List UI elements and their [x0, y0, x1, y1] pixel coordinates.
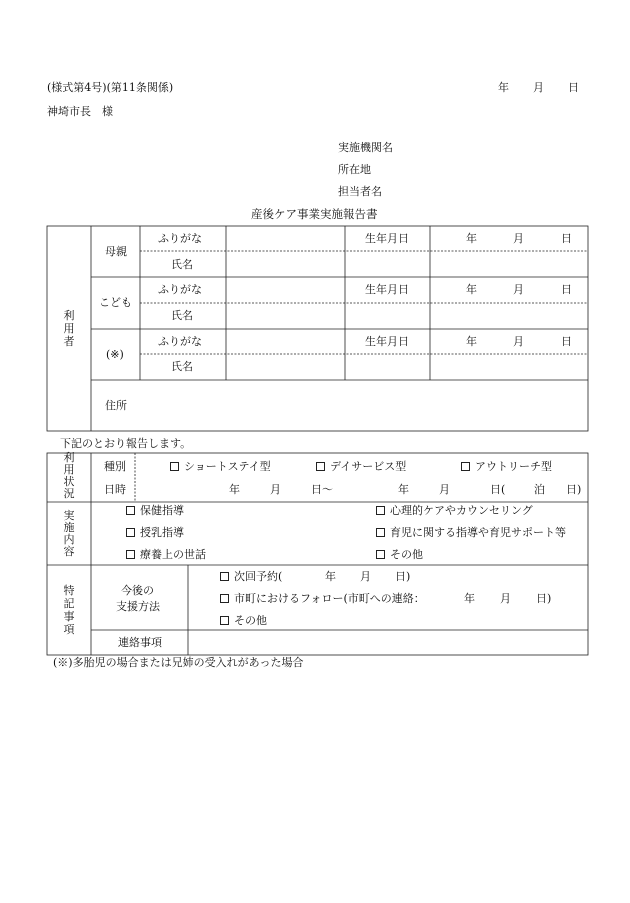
- special-side-label: 特 記 事 項: [63, 584, 75, 636]
- dt-nights: 泊: [534, 483, 545, 496]
- other-birth-month: 月: [513, 335, 524, 348]
- mother-furigana-label: ふりがな: [158, 232, 202, 245]
- content-childcare-support[interactable]: 育児に関する指導や育児サポート等: [376, 526, 566, 540]
- child-birthdate-label: 生年月日: [365, 283, 409, 296]
- dt-day-end: 日(: [490, 483, 506, 496]
- checkbox-content-other[interactable]: [376, 550, 385, 559]
- content-other[interactable]: その他: [376, 548, 423, 562]
- date-day-label: 日: [568, 81, 579, 94]
- city-follow[interactable]: 市町におけるフォロー(市町への連絡：: [220, 592, 425, 606]
- checkbox-medical-care[interactable]: [126, 550, 135, 559]
- child-birth-month: 月: [513, 283, 524, 296]
- users-side-label: 利 用 者: [63, 309, 75, 348]
- other-label: (※): [106, 348, 124, 361]
- na-year: 年: [325, 570, 336, 583]
- dt-days: 日): [566, 483, 582, 496]
- checkbox-breastfeeding[interactable]: [126, 528, 135, 537]
- content-health-guidance[interactable]: 保健指導: [126, 504, 184, 518]
- content-breastfeeding[interactable]: 授乳指導: [126, 526, 184, 540]
- option-day-service[interactable]: デイサービス型: [316, 460, 406, 474]
- child-name-label: 氏名: [171, 309, 193, 322]
- checkbox-counseling[interactable]: [376, 506, 385, 515]
- content-counseling[interactable]: 心理的ケアやカウンセリング: [376, 504, 533, 518]
- checkbox-outreach[interactable]: [461, 462, 470, 471]
- other-birth-year: 年: [466, 335, 477, 348]
- checkbox-short-stay[interactable]: [170, 462, 179, 471]
- content-side-label: 実 施 内 容: [63, 509, 75, 558]
- child-birth-year: 年: [466, 283, 477, 296]
- date-month-label: 月: [533, 81, 544, 94]
- address-row-label: 住所: [105, 399, 127, 412]
- contact-items-label: 連絡事項: [118, 636, 162, 649]
- checkbox-next-appointment[interactable]: [220, 572, 229, 581]
- cf-day: 日): [536, 592, 552, 605]
- report-note: 下記のとおり報告します。: [60, 437, 192, 450]
- contact-label: 担当者名: [338, 185, 382, 198]
- checkbox-city-follow[interactable]: [220, 594, 229, 603]
- option-outreach[interactable]: アウトリーチ型: [461, 460, 552, 474]
- datetime-label: 日時: [104, 483, 126, 496]
- na-month: 月: [360, 570, 371, 583]
- checkbox-health-guidance[interactable]: [126, 506, 135, 515]
- mother-birth-day: 日: [561, 232, 572, 245]
- support-label-1: 今後の: [121, 584, 154, 597]
- support-label-2: 支援方法: [116, 600, 160, 613]
- address-label: 所在地: [338, 163, 371, 176]
- cf-month: 月: [500, 592, 511, 605]
- na-day: 日): [395, 570, 411, 583]
- dt-month-start: 月: [270, 483, 281, 496]
- mother-birth-month: 月: [513, 232, 524, 245]
- addressee: 神埼市長 様: [47, 105, 113, 118]
- dt-day-start: 日〜: [311, 483, 333, 496]
- page-title: 産後ケア事業実施報告書: [251, 207, 378, 221]
- next-appointment[interactable]: 次回予約(: [220, 570, 282, 584]
- date-year-label: 年: [498, 81, 509, 94]
- mother-label: 母親: [105, 245, 127, 258]
- other-birth-day: 日: [561, 335, 572, 348]
- cf-year: 年: [464, 592, 475, 605]
- child-label: こども: [99, 296, 132, 309]
- dt-year-end: 年: [398, 483, 409, 496]
- other-furigana-label: ふりがな: [158, 335, 202, 348]
- checkbox-day-service[interactable]: [316, 462, 325, 471]
- other-name-label: 氏名: [171, 360, 193, 373]
- child-furigana-label: ふりがな: [158, 283, 202, 296]
- dt-month-end: 月: [439, 483, 450, 496]
- mother-name-label: 氏名: [171, 258, 193, 271]
- other-birthdate-label: 生年月日: [365, 335, 409, 348]
- type-label: 種別: [104, 460, 126, 473]
- org-name-label: 実施機関名: [338, 141, 393, 154]
- usage-side-label: 利 用 状 況: [63, 451, 75, 500]
- form-number: (様式第4号)(第11条関係): [47, 81, 174, 94]
- footnote: (※)多胎児の場合または兄姉の受入れがあった場合: [53, 656, 304, 669]
- content-medical-care[interactable]: 療養上の世話: [126, 548, 206, 562]
- special-other[interactable]: その他: [220, 614, 267, 628]
- mother-birth-year: 年: [466, 232, 477, 245]
- dt-year-start: 年: [229, 483, 240, 496]
- option-short-stay[interactable]: ショートステイ型: [170, 460, 271, 474]
- mother-birthdate-label: 生年月日: [365, 232, 409, 245]
- child-birth-day: 日: [561, 283, 572, 296]
- checkbox-special-other[interactable]: [220, 616, 229, 625]
- checkbox-childcare-support[interactable]: [376, 528, 385, 537]
